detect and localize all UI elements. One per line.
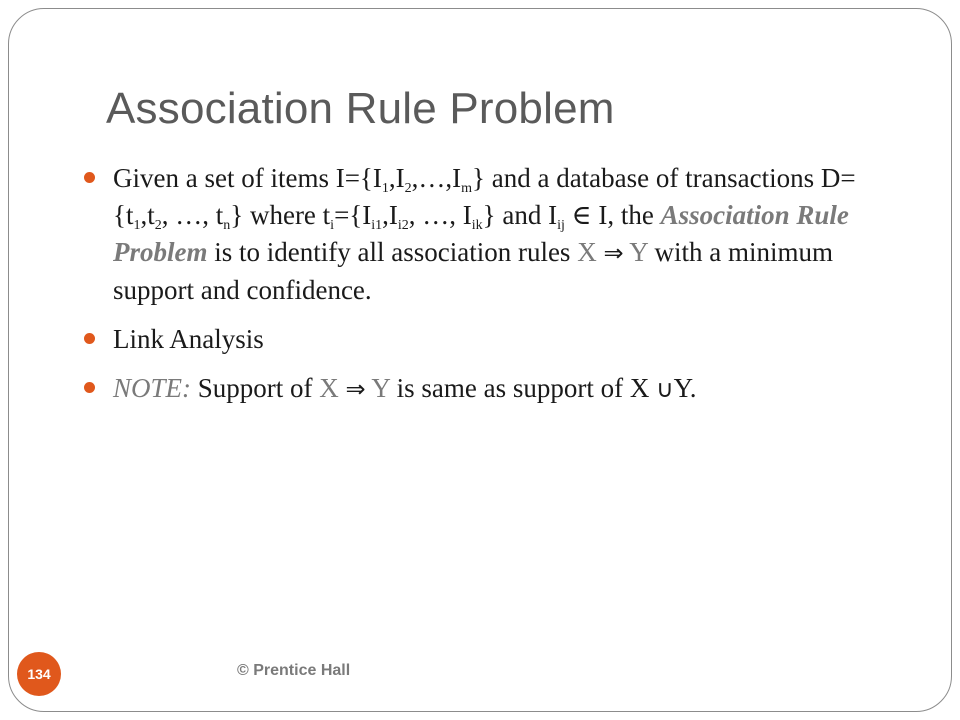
bullet-definition: Given a set of items $I=\{I_1,I_2,\dots,I_m\}$ and a database of transactions $D=\{t_1,t_2$, …, $t_n$} where $t_i=\{I_{i1},I_{i2}$, …, $I_{ik}$} and $I_{ij}$ ∈ I, the Association Rule Problem is to identify all association rules X ⇒ Y with a minimum support and confidence.	[78, 160, 878, 309]
implies-symbol: ⇒	[345, 375, 366, 403]
implies-symbol: ⇒	[603, 239, 624, 267]
rule-y: Y	[365, 373, 390, 403]
bullet-dot	[84, 172, 95, 183]
rule-y: Y	[623, 237, 648, 267]
footer-copyright: © Prentice Hall	[237, 662, 351, 679]
slide-title: Association Rule Problem	[106, 84, 615, 133]
bullet-link-analysis: Link Analysis	[78, 321, 878, 358]
rule-x: X	[319, 373, 346, 403]
note-label: NOTE:	[113, 373, 192, 403]
bullet-dot	[84, 382, 95, 393]
union-symbol: ∪	[656, 375, 674, 403]
page-number-badge: 134	[17, 652, 61, 696]
rule-x: X	[577, 237, 604, 267]
bullet-list	[78, 160, 878, 408]
term-association-rule-problem: Association Rule Problem	[113, 200, 849, 267]
bullet-note: NOTE: Support of X ⇒ Y is same as support of X ∪Y.	[78, 370, 878, 408]
bullet-dot	[84, 333, 95, 344]
